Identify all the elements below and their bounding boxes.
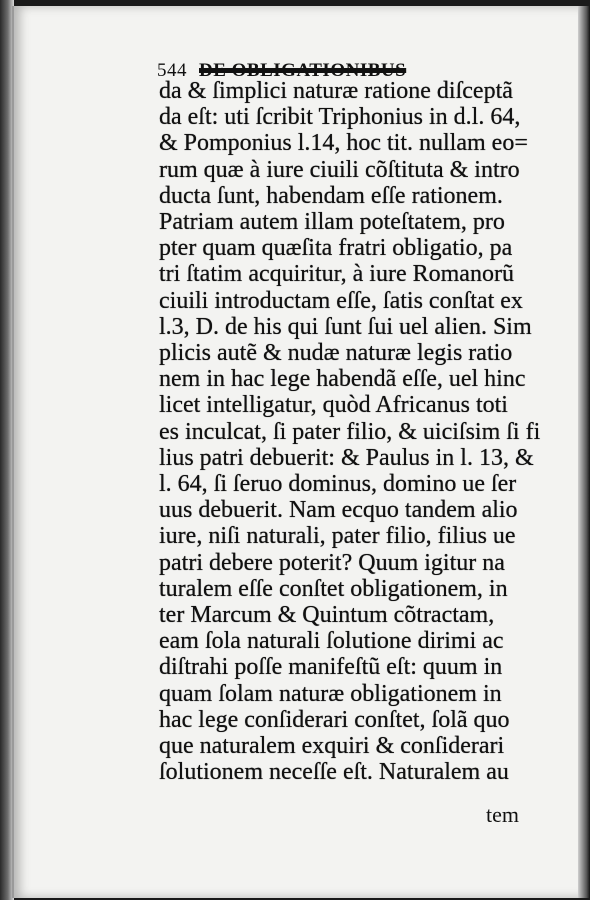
text-line: tri ſtatim acquiritur, à iure Romanorũ (159, 261, 514, 288)
text-line: ducta ſunt, habendam eſſe rationem. (159, 182, 503, 209)
text-line: iure, niſi naturali, pater filio, filius ue (159, 523, 516, 550)
text-line: da eſt: uti ſcribit Triphonius in d.l. 64, (159, 104, 521, 131)
body-text (159, 78, 554, 785)
text-line: ter Marcum & Quintum cõtractam, (159, 602, 495, 629)
text-line: es inculcat, ſi pater filio, & uiciſsim ſi fi (159, 418, 541, 445)
text-line: eam ſola naturali ſolutione dirimi ac (159, 628, 504, 655)
text-line: hac lege conſiderari conſtet, ſolã quo (159, 706, 510, 733)
text-line: licet intelligatur, quòd Africanus toti (159, 392, 508, 419)
text-line: & Pomponius l.14, hoc tit. nullam eo= (159, 130, 528, 157)
text-line: quam ſolam naturæ obligationem in (159, 680, 502, 707)
text-line: que naturalem exquiri & conſiderari (159, 733, 505, 760)
text-line: plicis autẽ & nudæ naturæ legis ratio (159, 340, 513, 367)
text-line: ciuili introductam eſſe, ſatis conſtat ex (159, 287, 523, 314)
text-line: patri debere poterit? Quum igitur na (159, 549, 505, 576)
text-line: pter quam quæſita fratri obligatio, pa (159, 235, 513, 262)
text-line: rum quæ à iure ciuili cõſtituta & intro (159, 156, 520, 183)
catchword: tem (486, 802, 519, 827)
page-number: 544 (157, 60, 187, 81)
text-line: turalem eſſe conſtet obligationem, in (159, 575, 508, 602)
text-line: nem in hac lege habendã eſſe, uel hinc (159, 366, 526, 393)
page-fore-edge (578, 6, 590, 898)
text-line: da & ſimplici naturæ ratione diſceptã (159, 78, 513, 104)
text-line: Patriam autem illam poteſtatem, pro (159, 209, 505, 236)
running-title: DE OBLIGATIONIBUS (199, 60, 407, 81)
text-line: uus debuerit. Nam ecquo tandem alio (159, 497, 518, 524)
text-line: diſtrahi poſſe manifeſtũ eſt: quum in (159, 654, 503, 681)
text-line: l. 64, ſi ſeruo dominus, domino ue ſer (159, 471, 517, 498)
text-line: ſolutionem neceſſe eſt. Naturalem au (159, 759, 509, 786)
text-line: lius patri debuerit: & Paulus in l. 13, & (159, 444, 534, 471)
text-line: l.3, D. de his qui ſunt ſui uel alien. Sim (159, 313, 532, 340)
